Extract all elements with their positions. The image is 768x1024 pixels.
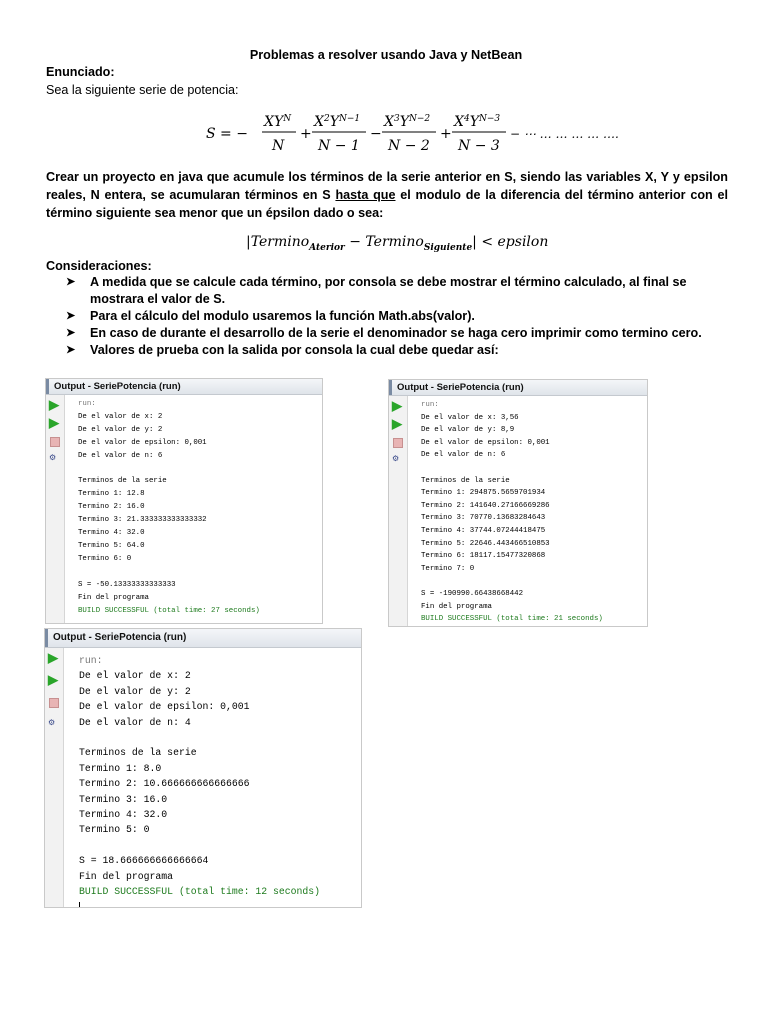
console-line: Termino 2: 141640.27166669286: [421, 501, 550, 510]
console-line: Fin del programa: [78, 593, 149, 602]
enunciado-heading: Enunciado:: [46, 65, 115, 79]
output-panel-title[interactable]: Output - SeriePotencia (run): [46, 379, 322, 395]
console-line: De el valor de y: 8,9: [421, 426, 515, 435]
console-line: Terminos de la serie: [78, 477, 167, 486]
consideraciones-heading: Consideraciones:: [46, 259, 152, 273]
term2-num: $X^2Y^{N-1}$: [314, 114, 361, 130]
console-line: [421, 575, 603, 588]
run-line: run:: [421, 401, 439, 409]
term1-num: $XY^N$: [264, 114, 292, 130]
arrow-bullet-icon: ➤: [66, 327, 76, 339]
console-line: Termino 6: 18117.15477320868: [421, 552, 546, 561]
output-panel-1: [45, 378, 323, 624]
considerations-list: [60, 274, 726, 359]
console-line: Termino 6: 0: [78, 554, 132, 563]
console-line: S = -190990.66438668442: [421, 589, 524, 598]
list-item: ➤ En caso de durante el desarrollo de la serie el denominador se haga cero imprimir como termino cero.: [66, 326, 702, 340]
rerun-with-args-icon[interactable]: ▶: [392, 416, 402, 431]
console-line: Terminos de la serie: [421, 476, 510, 485]
console-line: Fin del programa: [79, 870, 174, 882]
svg-text:+: +: [440, 126, 452, 142]
build-status: BUILD SUCCESSFUL (total time: 12 seconds): [79, 886, 321, 898]
console-line: De el valor de epsilon: 0,001: [78, 438, 207, 447]
console-line: Termino 4: 32.0: [78, 529, 145, 538]
console-output[interactable]: [421, 399, 603, 627]
console-line: De el valor de y: 2: [79, 685, 191, 697]
output-toolbar: [389, 396, 408, 626]
stop-condition-formula: |Termino$_{Aterior}$ − Termino$_{Siguiente}$| < epsilon: [246, 234, 549, 253]
console-line: [421, 462, 603, 475]
arrow-bullet-icon: ➤: [66, 276, 76, 288]
console-line: Termino 4: 37744.07244418475: [421, 526, 546, 535]
term2-den: N − 1: [318, 138, 360, 154]
console-line: S = -50.13333333333333: [78, 580, 176, 589]
stop-icon[interactable]: [393, 438, 403, 448]
console-line: Termino 2: 10.666666666666666: [79, 778, 250, 790]
console-lines: [79, 668, 320, 884]
output-settings-icon[interactable]: ⚙: [392, 454, 400, 463]
list-item: ➤ Valores de prueba con la salida por consola la cual debe quedar así:: [66, 343, 499, 357]
build-status: BUILD SUCCESSFUL (total time: 27 seconds): [78, 606, 260, 615]
console-line: De el valor de x: 2: [79, 670, 191, 682]
console-line: Termino 1: 294875.5659701934: [421, 489, 546, 498]
rerun-with-args-icon[interactable]: ▶: [48, 672, 58, 687]
run-again-icon[interactable]: ▶: [48, 650, 58, 665]
console-output[interactable]: [78, 398, 260, 617]
console-line: Termino 5: 0: [79, 824, 150, 836]
output-settings-icon[interactable]: ⚙: [49, 453, 57, 462]
console-line: [79, 730, 320, 745]
console-line: S = 18.666666666666664: [79, 855, 209, 867]
arrow-bullet-icon: ➤: [66, 310, 76, 322]
formula-s: S = −: [206, 126, 248, 142]
console-line: [78, 463, 260, 476]
run-again-icon[interactable]: ▶: [392, 398, 402, 413]
term4-num: $X^4Y^{N-3}$: [454, 114, 501, 130]
console-line: Termino 5: 22646.443466510853: [421, 539, 550, 548]
console-line: [78, 566, 260, 579]
term3-num: $X^3Y^{N-2}$: [384, 114, 431, 130]
term1-den: N: [272, 138, 285, 154]
console-line: De el valor de x: 2: [78, 412, 163, 421]
document-title: Problemas a resolver usando Java y NetBean: [249, 48, 523, 62]
console-line: De el valor de x: 3,56: [421, 413, 519, 422]
console-line: De el valor de n: 6: [78, 451, 163, 460]
formula-tail: − ⋯ … … … … ….: [510, 127, 619, 141]
term3-den: N − 2: [388, 138, 430, 154]
output-settings-icon[interactable]: ⚙: [48, 718, 56, 727]
run-line: run:: [79, 655, 103, 666]
stop-icon[interactable]: [49, 698, 59, 708]
output-panel-title[interactable]: Output - SeriePotencia (run): [389, 380, 647, 396]
console-line: De el valor de n: 4: [79, 716, 191, 728]
console-line: [79, 838, 320, 853]
console-line: Termino 3: 70770.13683284643: [421, 514, 546, 523]
text-cursor: [421, 626, 422, 627]
list-item: ➤ A medida que se calcule cada término, por consola se debe mostrar el término calculado, al final se mostrara el valor de S.: [66, 275, 687, 306]
intro-text: Sea la siguiente serie de potencia:: [46, 83, 239, 97]
svg-text:+: +: [300, 126, 312, 142]
arrow-bullet-icon: ➤: [66, 344, 76, 356]
console-line: Termino 5: 64.0: [78, 541, 145, 550]
console-line: Termino 1: 12.8: [78, 490, 145, 499]
run-line: run:: [78, 400, 96, 408]
stop-icon[interactable]: [50, 437, 60, 447]
console-line: De el valor de n: 6: [421, 451, 506, 460]
output-toolbar: [46, 395, 65, 623]
console-line: Termino 4: 32.0: [79, 809, 168, 821]
build-status: BUILD SUCCESSFUL (total time: 21 seconds): [421, 615, 603, 624]
power-series-formula: [206, 108, 626, 156]
console-line: Termino 3: 21.333333333333332: [78, 516, 207, 525]
term4-den: N − 3: [458, 138, 500, 154]
output-toolbar: [45, 648, 64, 907]
console-line: Terminos de la serie: [79, 747, 197, 759]
problem-description: Crear un proyecto en java que acumule los términos de la serie anterior en S, siendo las variables X, Y y epsilon reales, N entera, se acumularan términos en S hasta que el modulo de la diferencia del término anterior con el término siguiente sea menor que un épsilon dado o sea:: [46, 170, 728, 220]
svg-text:−: −: [370, 126, 382, 142]
console-lines: [421, 412, 603, 614]
console-line: De el valor de y: 2: [78, 425, 163, 434]
output-panel-2: [388, 379, 648, 627]
underlined-phrase: hasta que: [335, 188, 396, 202]
list-item: ➤ Para el cálculo del modulo usaremos la función Math.abs(valor).: [66, 309, 475, 323]
output-panel-title[interactable]: Output - SeriePotencia (run): [45, 629, 361, 648]
console-line: Termino 1: 8.0: [79, 762, 162, 774]
rerun-with-args-icon[interactable]: ▶: [49, 415, 59, 430]
console-output[interactable]: [79, 653, 320, 908]
console-line: Fin del programa: [421, 602, 492, 611]
text-cursor: [79, 902, 80, 908]
output-panel-3: [44, 628, 362, 908]
run-again-icon[interactable]: ▶: [49, 397, 59, 412]
console-line: De el valor de epsilon: 0,001: [79, 701, 250, 713]
console-line: De el valor de epsilon: 0,001: [421, 438, 550, 447]
console-line: Termino 3: 16.0: [79, 793, 168, 805]
console-line: Termino 2: 16.0: [78, 503, 145, 512]
console-lines: [78, 411, 260, 605]
console-line: Termino 7: 0: [421, 564, 475, 573]
